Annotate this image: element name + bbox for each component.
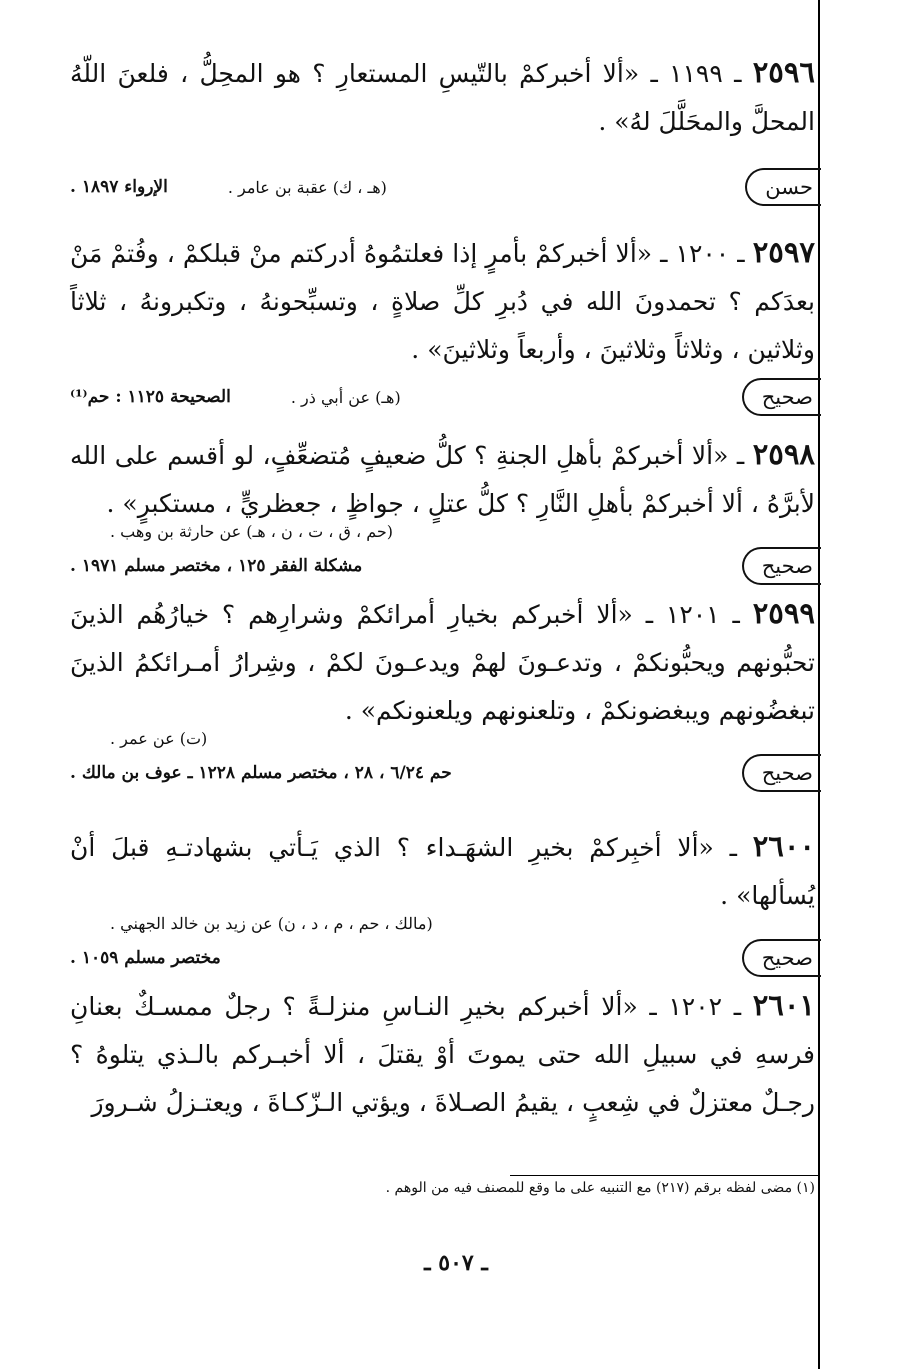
grade-reference: مشكلة الفقر ١٢٥ ، مختصر مسلم ١٩٧١ . <box>70 556 363 576</box>
hadith-entry <box>70 981 815 1127</box>
hadith-text: ـ ١١٩٩ ـ «ألا أخبركمْ بالتّيسِ المستعارِ ؟ هو المحِلُّ ، فلعنَ اللّهُ المحلَّ والمحَلَّلَ لهُ» . <box>70 59 815 136</box>
grade-row <box>70 543 815 589</box>
hadith-source: (ت) عن عمر . <box>110 729 208 748</box>
hadith-number: ٢٥٩٨ <box>752 437 815 471</box>
hadith-entry <box>70 228 815 420</box>
grade-row <box>70 935 815 981</box>
grade-source: (هـ ، ك) عقبة بن عامر . <box>227 177 387 197</box>
page-body <box>70 48 815 1127</box>
hadith-text: ـ «ألا أخبركمْ بأهلِ الجنةِ ؟ كلُّ ضعيفٍ مُتضعِّفٍ، لو أقسم على الله لأبرَّهُ ، ألا أخبركمْ بأهلِ النَّارِ ؟ كلُّ عتلٍ ، جواظٍ ، جعظريٍّ ، مستكبرٍ» . <box>70 441 815 518</box>
hadith-text: ـ «ألا أخبِركمْ بخيرِ الشهَـداء ؟ الذي يَـأتي بشهادتـهِ قبلَ أنْ يُسألها» . <box>70 833 815 910</box>
hadith-text: ـ ١٢٠٢ ـ «ألا أخبركم بخيرِ النـاسِ منزلـةً ؟ رجلٌ ممسـكٌ بعنانِ فرسهِ في سبيلِ الله حتى يموتَ أوْ يقتلَ ، ألا أخبـركم بالـذي يتلوهُ ؟ رجـلٌ معتزلٌ في شِعبٍ ، يقيمُ الصـلاةَ ، ويؤتي الـزّكـاةَ ، ويعتـزلُ شـرورَ <box>70 992 815 1117</box>
grade-reference: الصحيحة ١١٢٥ : حم⁽¹⁾ <box>70 387 231 407</box>
hadith-number: ٢٥٩٩ <box>752 596 815 630</box>
grade-row <box>70 374 815 420</box>
grade-label: صحيح <box>742 547 821 585</box>
hadith-source: (حم ، ق ، ت ، ن ، هـ) عن حارثة بن وهب . <box>110 522 393 541</box>
grade-row <box>70 750 815 796</box>
hadith-number: ٢٥٩٧ <box>752 235 815 269</box>
footnote-rule <box>510 1175 818 1176</box>
grade-reference: الإرواء ١٨٩٧ . <box>70 177 168 197</box>
grade-label: صحيح <box>742 378 821 416</box>
hadith-entry <box>70 48 815 210</box>
hadith-source: (مالك ، حم ، م ، د ، ن) عن زيد بن خالد الجهني . <box>110 914 433 933</box>
hadith-entry <box>70 822 815 981</box>
hadith-text: ـ ١٢٠٠ ـ «ألا أخبركمْ بأمرٍ إذا فعلتمُوهُ أدركتم منْ قبلكمْ ، وفُتمْ مَنْ بعدَكم ؟ تحمدونَ الله في دُبرِ كلِّ صلاةٍ ، وتسبِّحونهُ ، وتكبرونهُ ، ثلاثاً وثلاثين ، وثلاثاً وثلاثينَ ، وأربعاً وثلاثينَ» . <box>70 239 815 364</box>
grade-row <box>70 164 815 210</box>
hadith-text: ـ ١٢٠١ ـ «ألا أخبركم بخيارِ أمرائكمْ وشرارِهم ؟ خيارُهُم الذينَ تحبُّونهم ويحبُّونكمْ ، وتدعـونَ لهمْ ويدعـونَ لكمْ ، وشِرارُ أمـرائكمُ الذينَ تبغضُونهم ويبغضونكمْ ، وتلعنونهم ويلعنونكم» . <box>70 600 815 725</box>
grade-label: صحيح <box>742 939 821 977</box>
grade-reference: حم ٦/٢٤ ، ٢٨ ، مختصر مسلم ١٢٢٨ ـ عوف بن مالك . <box>70 763 452 783</box>
page-number: ـ ٥٠٧ ـ <box>424 1250 488 1276</box>
grade-label: صحيح <box>742 754 821 792</box>
hadith-entry <box>70 589 815 796</box>
hadith-number: ٢٥٩٦ <box>752 55 816 89</box>
grade-source: (هـ) عن أبي ذر . <box>290 387 401 407</box>
footnote: (١) مضى لفظه برقم (٢١٧) مع التنبيه على ما وقع للمصنف فيه من الوهم . <box>385 1180 815 1196</box>
hadith-number: ٢٦٠١ <box>752 988 816 1022</box>
grade-label: حسن <box>745 168 821 206</box>
hadith-number: ٢٦٠٠ <box>752 829 815 863</box>
grade-reference: مختصر مسلم ١٠٥٩ . <box>70 948 221 968</box>
hadith-entry <box>70 430 815 589</box>
